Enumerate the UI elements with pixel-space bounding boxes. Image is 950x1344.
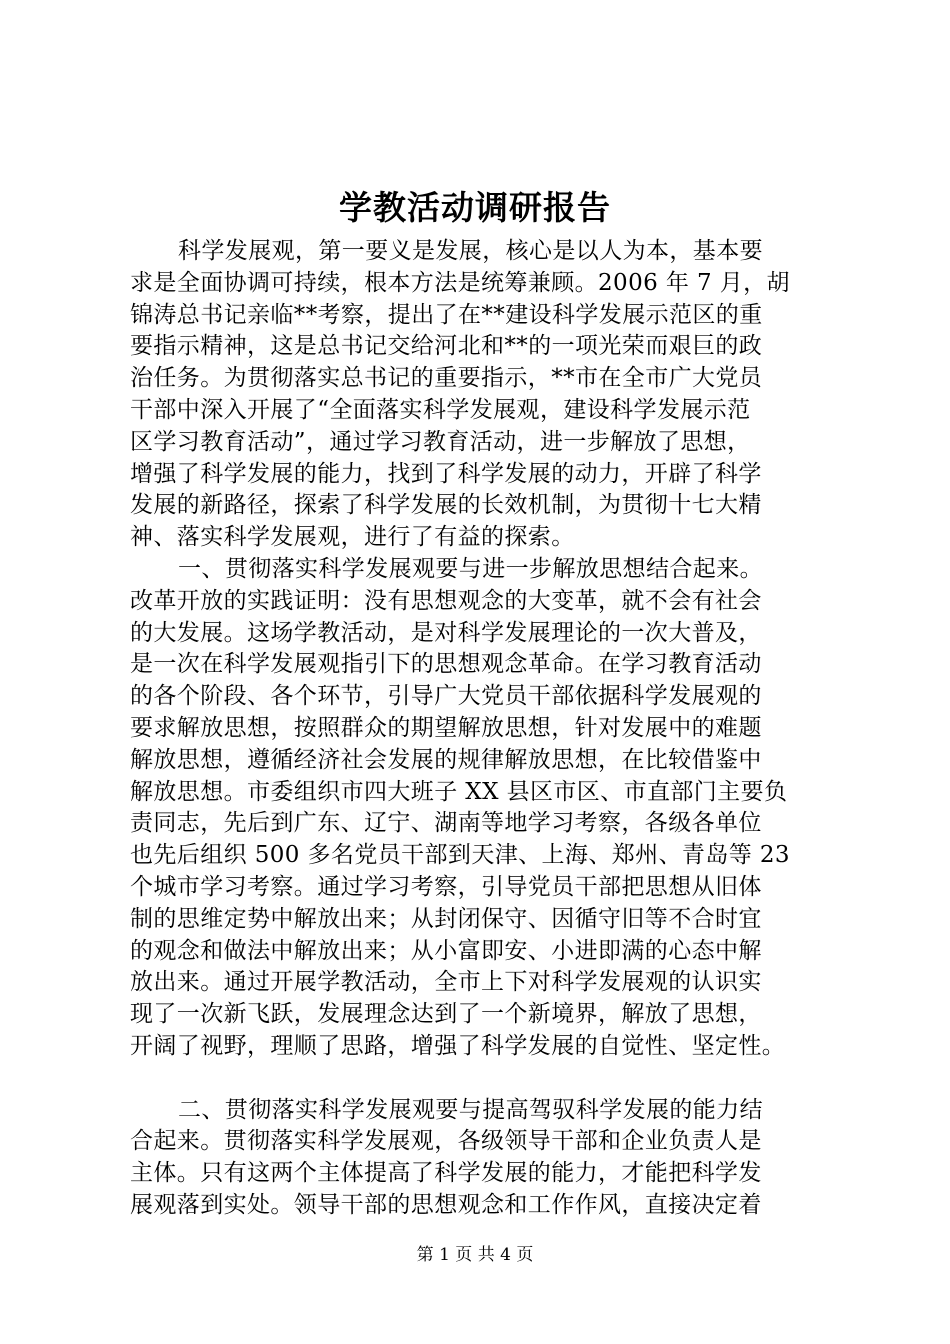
paragraph-line: 治任务。为贯彻落实总书记的重要指示，**市在全市广大党员 bbox=[130, 365, 763, 392]
paragraph-line: 也先后组织 500 多名党员干部到天津、上海、郑州、青岛等 23 bbox=[130, 842, 790, 869]
paragraph-line: 求是全面协调可持续，根本方法是统筹兼顾。2006 年 7 月，胡 bbox=[130, 269, 790, 296]
paragraph-line: 的各个阶段、各个环节，引导广大党员干部依据科学发展观的 bbox=[130, 683, 762, 710]
paragraph-line: 增强了科学发展的能力，找到了科学发展的动力，开辟了科学 bbox=[130, 460, 762, 487]
paragraph-line: 的大发展。这场学教活动，是对科学发展理论的一次大普及， bbox=[130, 619, 762, 646]
page-number: 第 1 页 共 4 页 bbox=[416, 1245, 534, 1265]
paragraph-line: 主体。只有这两个主体提高了科学发展的能力，才能把科学发 bbox=[130, 1160, 762, 1187]
document-title: 学教活动调研报告 bbox=[339, 188, 611, 227]
paragraph-line: 个城市学习考察。通过学习考察，引导党员干部把思想从旧体 bbox=[130, 873, 762, 900]
paragraph-line: 是一次在科学发展观指引下的思想观念革命。在学习教育活动 bbox=[130, 651, 762, 678]
paragraph-gap bbox=[130, 1063, 830, 1095]
section-heading-line: 一、贯彻落实科学发展观要与进一步解放思想结合起来。 bbox=[178, 555, 763, 582]
paragraph-line: 放出来。通过开展学教活动，全市上下对科学发展观的认识实 bbox=[130, 969, 762, 996]
paragraph-line: 要指示精神，这是总书记交给河北和**的一项光荣而艰巨的政 bbox=[130, 333, 763, 360]
paragraph-line: 制的思维定势中解放出来；从封闭保守、因循守旧等不合时宜 bbox=[130, 905, 762, 932]
paragraph-line: 解放思想，遵循经济社会发展的规律解放思想，在比较借鉴中 bbox=[130, 746, 762, 773]
paragraph-line: 区学习教育活动”，通过学习教育活动，进一步解放了思想， bbox=[130, 428, 751, 455]
paragraph-line: 发展的新路径，探索了科学发展的长效机制，为贯彻十七大精 bbox=[130, 492, 762, 519]
paragraph-line: 的观念和做法中解放出来；从小富即安、小进即满的心态中解 bbox=[130, 937, 762, 964]
paragraph-line: 神、落实科学发展观，进行了有益的探索。 bbox=[130, 524, 575, 551]
paragraph-line: 展观落到实处。领导干部的思想观念和工作作风，直接决定着 bbox=[130, 1191, 762, 1218]
document-body bbox=[130, 236, 830, 1222]
section-heading-line: 二、贯彻落实科学发展观要与提高驾驭科学发展的能力结 bbox=[178, 1096, 763, 1123]
paragraph-line: 改革开放的实践证明：没有思想观念的大变革，就不会有社会 bbox=[130, 587, 762, 614]
paragraph-line: 要求解放思想，按照群众的期望解放思想，针对发展中的难题 bbox=[130, 714, 762, 741]
paragraph-line: 干部中深入开展了“全面落实科学发展观，建设科学发展示范 bbox=[130, 396, 751, 423]
paragraph-line: 科学发展观，第一要义是发展，核心是以人为本，基本要 bbox=[178, 238, 763, 264]
paragraph-line: 合起来。贯彻落实科学发展观，各级领导干部和企业负责人是 bbox=[130, 1128, 762, 1155]
paragraph-line: 开阔了视野，理顺了思路，增强了科学发展的自觉性、坚定性。 bbox=[130, 1032, 786, 1059]
paragraph-line: 解放思想。市委组织市四大班子 XX 县区市区、市直部门主要负 bbox=[130, 778, 788, 805]
paragraph-line: 责同志，先后到广东、辽宁、湖南等地学习考察，各级各单位 bbox=[130, 810, 762, 837]
paragraph-line: 现了一次新飞跃，发展理念达到了一个新境界，解放了思想， bbox=[130, 1001, 762, 1028]
paragraph-line: 锦涛总书记亲临**考察，提出了在**建设科学发展示范区的重 bbox=[130, 301, 763, 328]
